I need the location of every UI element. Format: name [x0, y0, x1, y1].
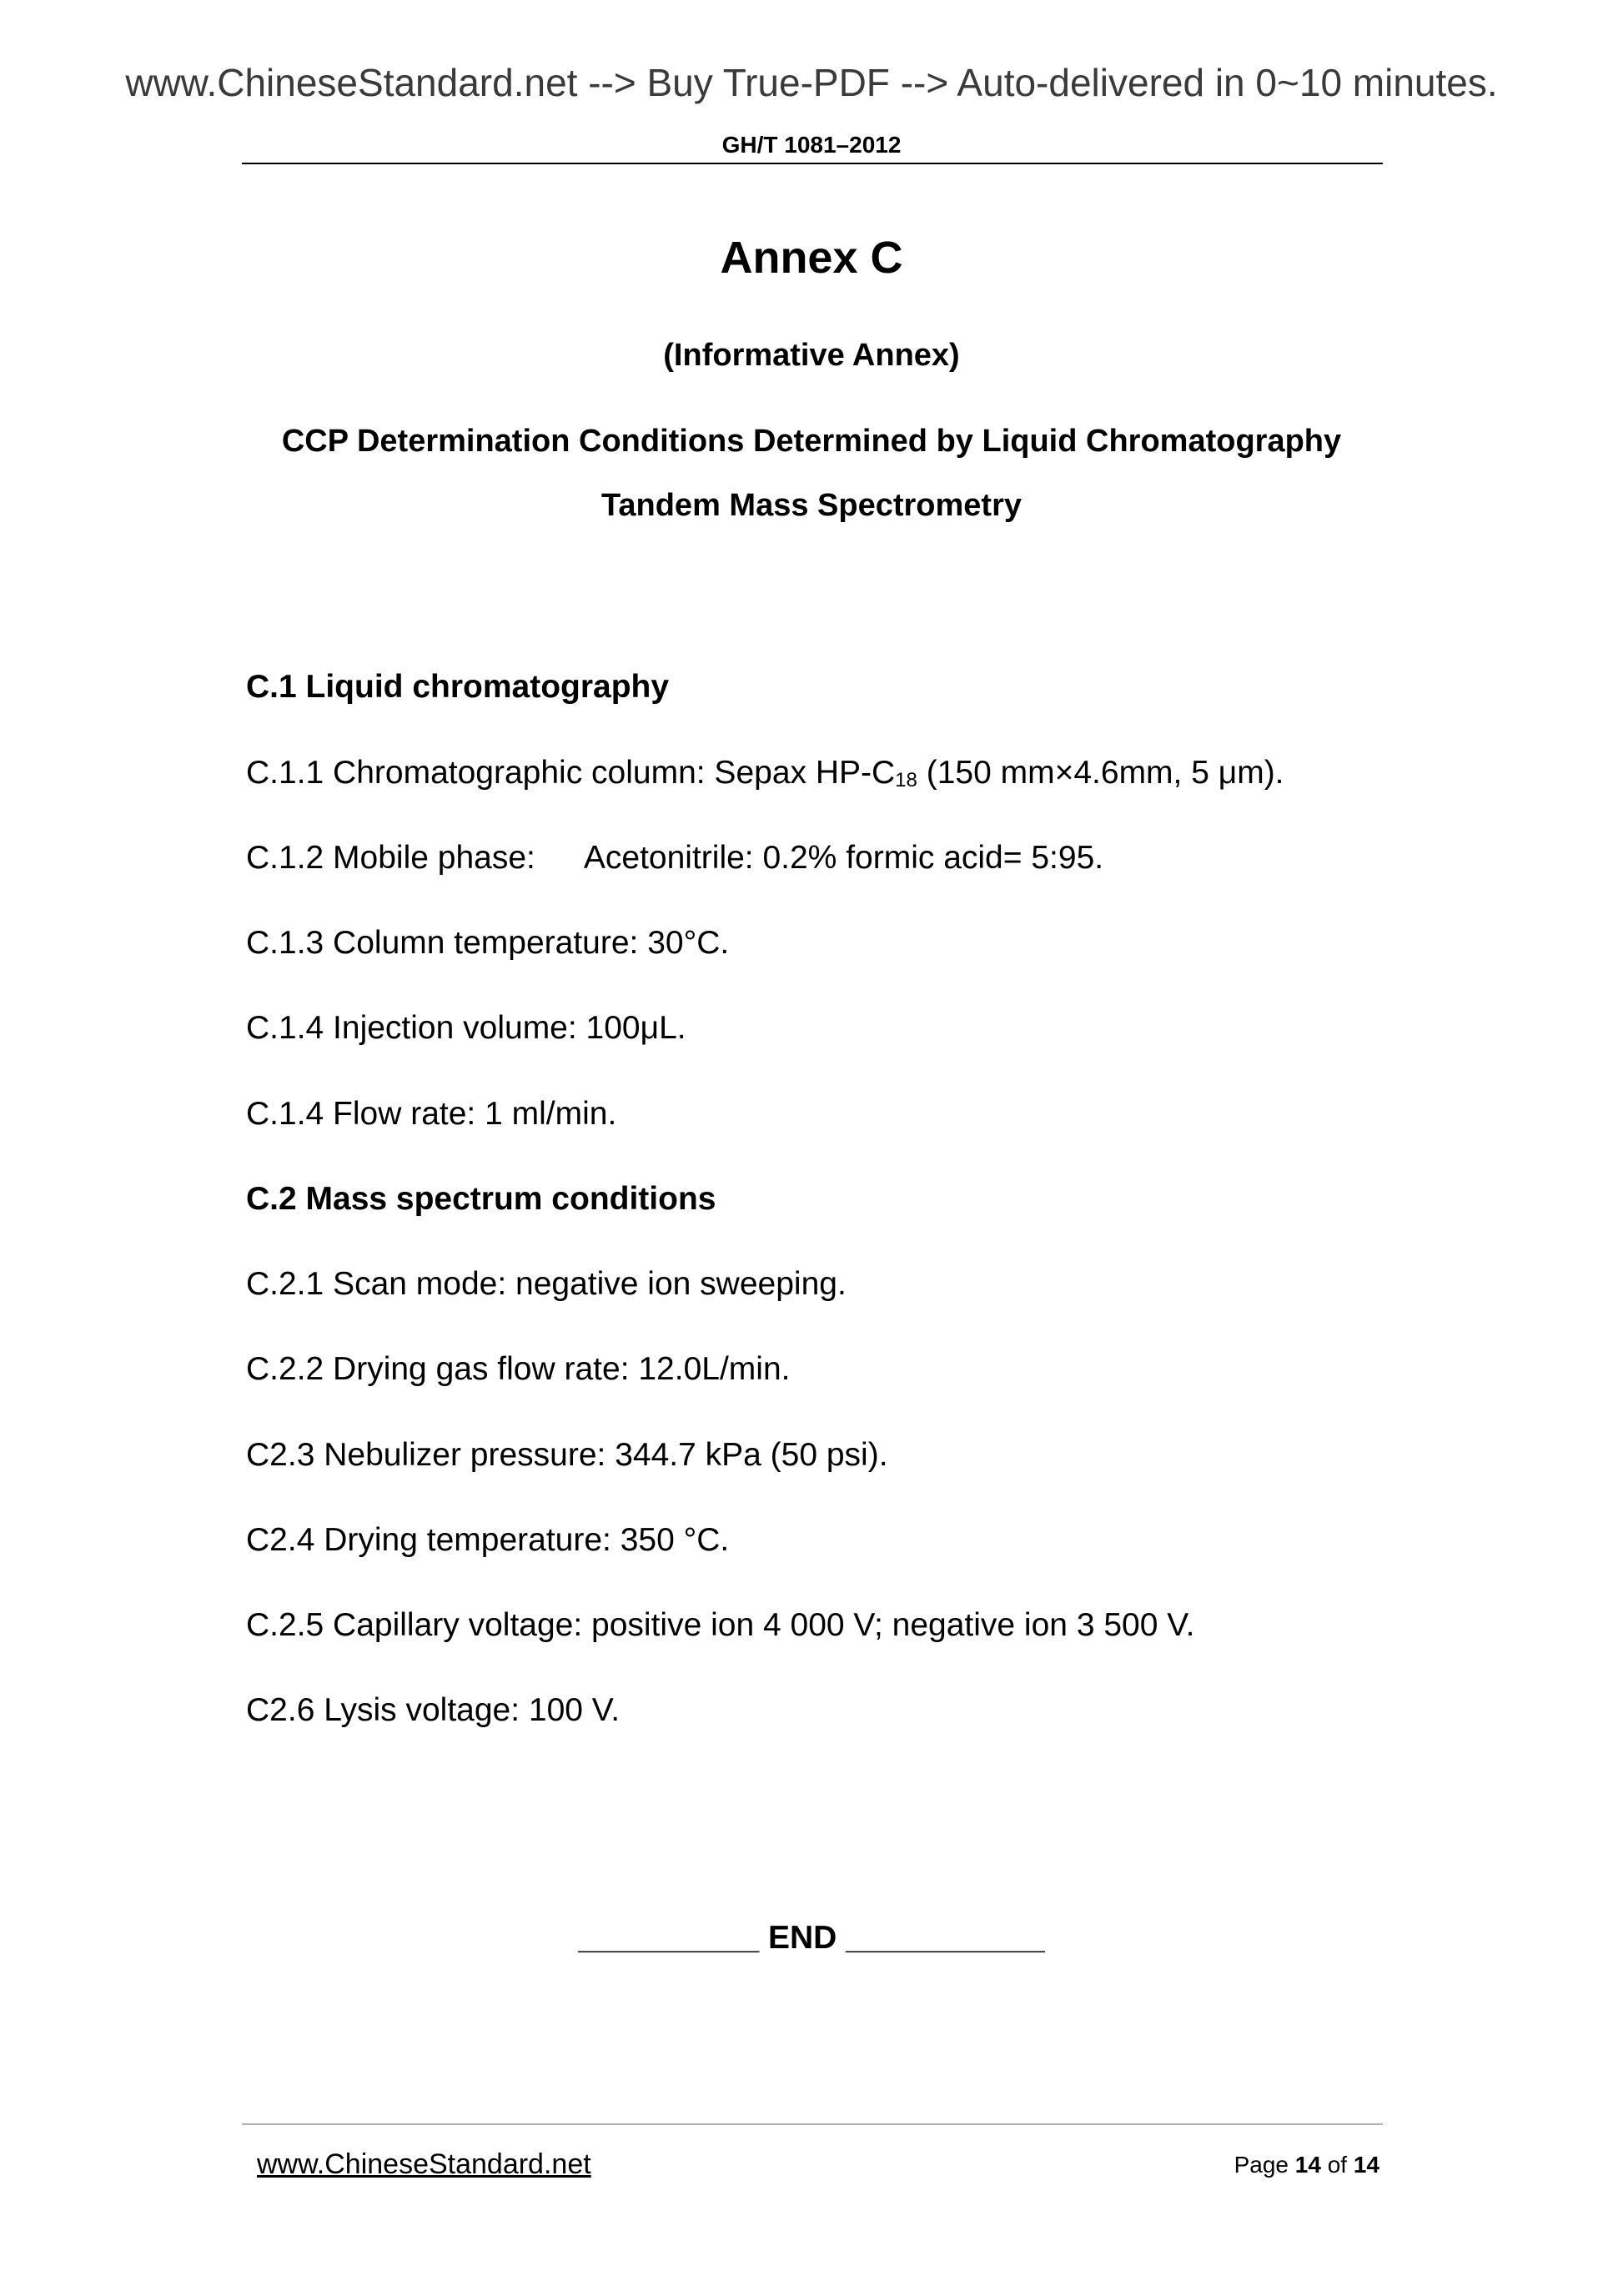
standard-code: GH/T 1081–2012 — [721, 132, 902, 158]
clause-c-2-2: C.2.2 Drying gas flow rate: 12.0L/min. — [246, 1351, 791, 1387]
clause-c-1-1-suffix: (150 mm×4.6mm, 5 μm). — [917, 755, 1284, 791]
end-marker: __________ END ___________ — [578, 1920, 1045, 1956]
annex-subtitle-line-1: CCP Determination Conditions Determined by Liquid Chromatography — [281, 424, 1342, 459]
top-banner: www.ChineseStandard.net --> Buy True-PDF --> Auto-delivered in 0~10 minutes. — [125, 61, 1498, 104]
clause-c-2-1: C.2.1 Scan mode: negative ion sweeping. — [246, 1266, 847, 1302]
footer-site-link[interactable]: www.ChineseStandard.net — [257, 2148, 591, 2180]
clause-c-2-3: C2.3 Nebulizer pressure: 344.7 kPa (50 psi). — [246, 1437, 888, 1473]
section-c1-heading: C.1 Liquid chromatography — [246, 669, 670, 705]
footer-divider — [242, 2123, 1383, 2125]
clause-c-1-2-value: Acetonitrile: 0.2% formic acid= 5:95. — [583, 840, 1104, 876]
page-word: Page — [1234, 2152, 1295, 2178]
clause-c-2-4: C2.4 Drying temperature: 350 °C. — [246, 1522, 730, 1558]
clause-c-1-1 — [246, 755, 1284, 792]
clause-c-1-4-injection: C.1.4 Injection volume: 100μL. — [246, 1010, 686, 1046]
page-number — [1234, 2152, 1379, 2178]
clause-c-1-1-subscript: 18 — [895, 769, 917, 791]
clause-c-1-2 — [246, 840, 1103, 877]
clause-c-1-2-label: C.1.2 Mobile phase: — [246, 840, 535, 876]
annex-subtitle-line-2: Tandem Mass Spectrometry — [600, 488, 1023, 523]
page-total: 14 — [1353, 2152, 1379, 2178]
clause-c-1-3: C.1.3 Column temperature: 30°C. — [246, 925, 730, 961]
clause-c-1-4-flow: C.1.4 Flow rate: 1 ml/min. — [246, 1096, 617, 1132]
annex-type: (Informative Annex) — [663, 338, 960, 373]
clause-c-1-1-prefix: C.1.1 Chromatographic column: Sepax HP-C — [246, 755, 896, 791]
page-current: 14 — [1294, 2152, 1321, 2178]
header-divider — [242, 163, 1383, 164]
section-c2-heading: C.2 Mass spectrum conditions — [246, 1181, 716, 1217]
clause-c-2-6: C2.6 Lysis voltage: 100 V. — [246, 1692, 621, 1728]
clause-c-2-5: C.2.5 Capillary voltage: positive ion 4 000 V; negative ion 3 500 V. — [246, 1607, 1195, 1643]
annex-title: Annex C — [720, 233, 903, 283]
page-of: of — [1320, 2152, 1354, 2178]
